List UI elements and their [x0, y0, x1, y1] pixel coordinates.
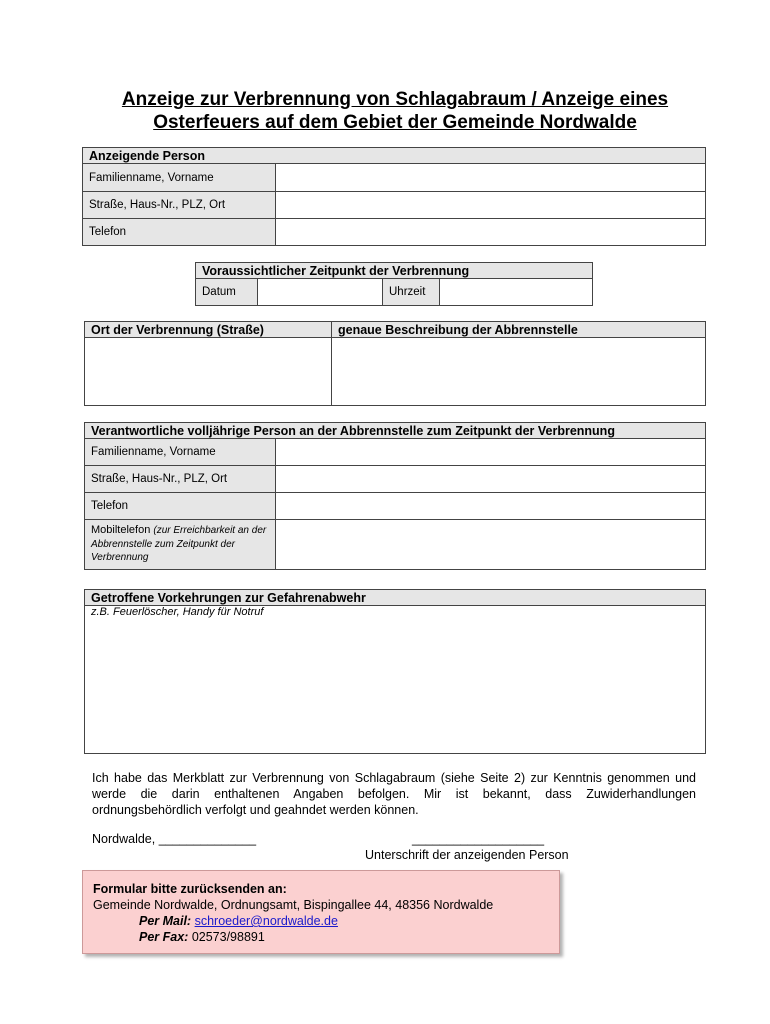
description-header: genaue Beschreibung der Abbrennstelle	[332, 322, 706, 338]
fax-label: Per Fax:	[139, 930, 189, 944]
time-label: Uhrzeit	[383, 279, 440, 306]
reporting-person-table	[82, 147, 706, 246]
responsible-name-field[interactable]	[276, 439, 706, 466]
field-label: Straße, Haus-Nr., PLZ, Ort	[83, 192, 276, 219]
field-label: Telefon	[83, 219, 276, 246]
precautions-table	[84, 589, 706, 754]
mail-label: Per Mail:	[139, 914, 192, 928]
responsible-person-table	[84, 422, 706, 570]
location-field[interactable]	[85, 338, 332, 406]
section-header: Anzeigende Person	[83, 148, 706, 164]
date-label: Datum	[196, 279, 258, 306]
section-header: Verantwortliche volljährige Person an der Abbrennstelle zum Zeitpunkt der Verbrennung	[85, 423, 706, 439]
time-field[interactable]	[440, 279, 593, 306]
burn-location-table	[84, 321, 706, 406]
address-field[interactable]	[276, 192, 706, 219]
burn-time-table	[195, 262, 593, 306]
name-field[interactable]	[276, 164, 706, 192]
fax-row	[139, 929, 265, 945]
mobile-note: (zur Erreichbarkeit an der Abbrennstelle zum Zeitpunkt der Verbrennung	[91, 525, 267, 564]
precautions-field[interactable]	[85, 606, 706, 754]
location-header: Ort der Verbrennung (Straße)	[85, 322, 332, 338]
description-field[interactable]	[332, 338, 706, 406]
return-address: Gemeinde Nordwalde, Ordnungsamt, Bispingallee 44, 48356 Nordwalde	[93, 898, 494, 912]
signature-label: Unterschrift der anzeigenden Person	[365, 848, 569, 862]
return-address-box	[82, 870, 560, 954]
precautions-hint: z.B. Feuerlöscher, Handy für Notruf	[91, 606, 264, 618]
mail-link[interactable]: schroeder@nordwalde.de	[194, 914, 338, 928]
field-label: Familienname, Vorname	[85, 439, 276, 466]
mail-row	[139, 913, 338, 929]
field-label: Familienname, Vorname	[83, 164, 276, 192]
fax-number: 02573/98891	[191, 930, 265, 944]
declaration-text: Ich habe das Merkblatt zur Verbrennung von Schlagabraum (siehe Seite 2) zur Kenntnis genommen und werde die darin enthaltenen Angaben befolgen. Mir ist bekannt, dass Zuwiderhandlungen ordnungsbehördlich verfolgt und geahndet werden können.	[92, 771, 696, 817]
date-field[interactable]	[258, 279, 383, 306]
signature-line: ___________________	[412, 832, 545, 846]
title-line-1: Anzeige zur Verbrennung von Schlagabraum / Anzeige eines	[121, 89, 669, 110]
place-date: Nordwalde, ______________	[92, 832, 257, 846]
return-heading: Formular bitte zurücksenden an:	[93, 882, 287, 896]
mobile-field[interactable]	[276, 520, 706, 570]
section-header: Voraussichtlicher Zeitpunkt der Verbrennung	[196, 263, 593, 279]
mobile-label-cell	[85, 520, 276, 570]
phone-field[interactable]	[276, 219, 706, 246]
responsible-phone-field[interactable]	[276, 493, 706, 520]
section-header: Getroffene Vorkehrungen zur Gefahrenabwehr	[85, 590, 706, 606]
mobile-label: Mobiltelefon	[91, 524, 151, 537]
field-label: Straße, Haus-Nr., PLZ, Ort	[85, 466, 276, 493]
responsible-address-field[interactable]	[276, 466, 706, 493]
field-label: Telefon	[85, 493, 276, 520]
page-title	[60, 88, 730, 134]
title-line-2: Osterfeuers auf dem Gebiet der Gemeinde Nordwalde	[153, 112, 637, 133]
